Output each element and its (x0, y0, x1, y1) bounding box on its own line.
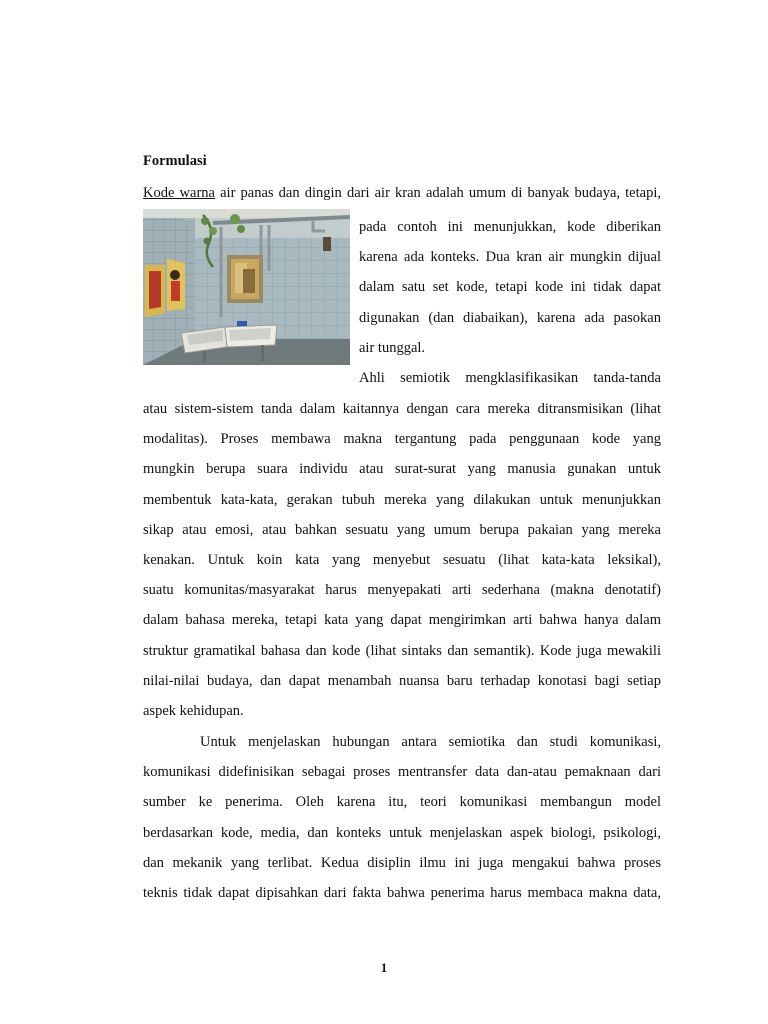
washroom-illustration (143, 209, 350, 365)
text-line: digunakan (dan diabaikan), karena ada pasokan (359, 309, 661, 326)
section-heading: Formulasi (143, 153, 207, 169)
wrapped-text-column (359, 212, 661, 393)
text-line: suatu komunitas/masyarakat harus menyepakati arti sederhana (makna denotatif) (143, 582, 661, 599)
text-line: modalitas). Proses membawa makna tergantung pada penggunaan kode yang (143, 431, 661, 448)
text-line: pada contoh ini menunjukkan, kode diberikan (359, 219, 661, 235)
washroom-photo (143, 209, 350, 365)
text-line: dan mekanik yang terlibat. Kedua disiplin ilmu ini juga mengakui bahwa proses (143, 854, 661, 871)
page-number: 1 (380, 961, 388, 975)
text-line: atau sistem-sistem tanda dalam kaitannya dengan cara mereka ditransmisikan (lihat (143, 401, 661, 417)
text-line: nilai-nilai budaya, dan dapat menambah nuansa baru terhadap konotasi bagi setiap (143, 672, 661, 689)
text-line: berdasarkan kode, media, dan konteks untuk menjelaskan aspek biologi, psikologi, (143, 824, 661, 841)
text-line: struktur gramatikal bahasa dan kode (lihat sintaks dan semantik). Kode juga mewakili (143, 642, 661, 659)
intro-line (143, 183, 661, 203)
text-line: dalam bahasa mereka, tetapi kata yang dapat mengirimkan arti bahwa hanya dalam (143, 612, 661, 629)
text-line: kenakan. Untuk koin kata yang menyebut sesuatu (lihat kata-kata leksikal), (143, 552, 661, 569)
paragraph-communication (143, 727, 661, 908)
text-line: komunikasi didefinisikan sebagai proses mentransfer data dan-atau pemaknaan dari (143, 764, 661, 781)
text-line: air tunggal. (359, 339, 426, 356)
text-line: dalam satu set kode, tetapi kode ini tidak dapat (359, 279, 661, 296)
text-line: Untuk menjelaskan hubungan antara semiotika dan studi komunikasi, (200, 734, 661, 750)
text-line: aspek kehidupan. (143, 703, 244, 720)
kode-warna-link[interactable]: Kode warna (143, 185, 215, 201)
intro-rest: air panas dan dingin dari air kran adalah umum di banyak budaya, tetapi, (214, 185, 661, 201)
text-line: membentuk kata-kata, gerakan tubuh mereka yang dilakukan untuk menunjukkan (143, 491, 661, 508)
text-line: Ahli semiotik mengklasifikasikan tanda-tanda (359, 370, 661, 387)
text-line: mungkin berupa suara individu atau surat-surat yang manusia gunakan untuk (143, 461, 661, 478)
text-line: sikap atau emosi, atau bahkan sesuatu yang umum berupa pakaian yang mereka (143, 521, 661, 538)
text-line: karena ada konteks. Dua kran air mungkin dijual (359, 249, 661, 266)
text-line: sumber ke penerima. Oleh karena itu, teori komunikasi membangun model (143, 794, 661, 811)
paragraph-semiotics (143, 394, 661, 726)
text-line: teknis tidak dapat dipisahkan dari fakta bahwa penerima harus membaca makna data, (143, 885, 661, 902)
